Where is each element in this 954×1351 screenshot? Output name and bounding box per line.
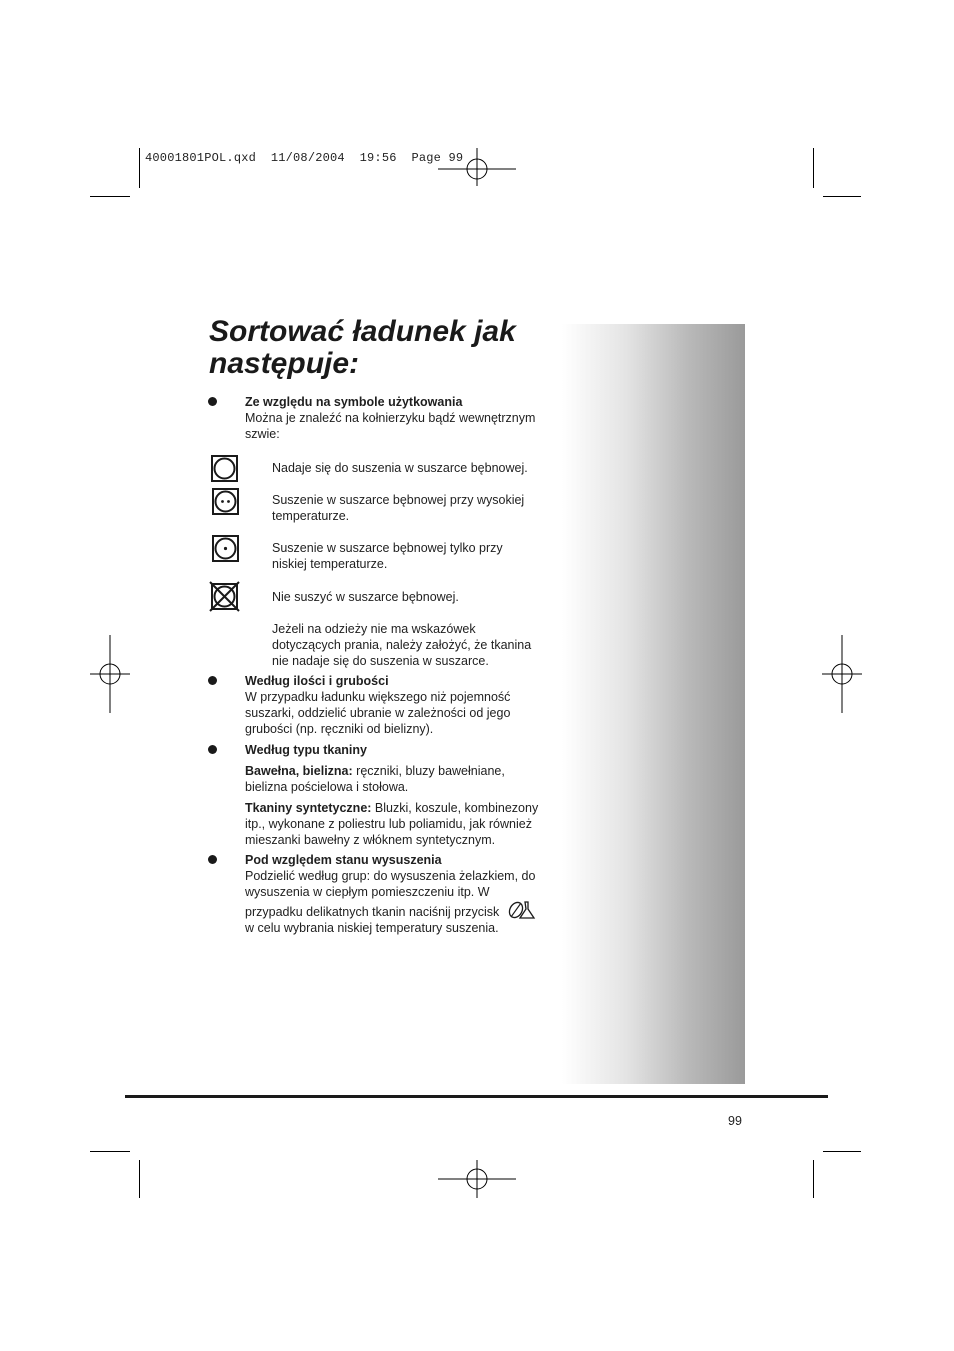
- bullet-icon: [208, 397, 217, 406]
- registration-mark-icon: [438, 1160, 516, 1200]
- section-text: Można je znaleźć na kołnierzyku bądź wewnętrznym szwie:: [245, 411, 536, 441]
- section-fabric: [245, 742, 555, 848]
- bullet-icon: [208, 676, 217, 685]
- section-symbols: [245, 394, 555, 442]
- crop-mark: [90, 1151, 130, 1152]
- registration-mark-icon: [438, 146, 516, 186]
- bullet-icon: [208, 855, 217, 864]
- crop-mark: [813, 1160, 814, 1198]
- cotton-label: Bawełna, bielizna:: [245, 764, 353, 778]
- page-title: Sortować ładunek jak następuje:: [209, 315, 516, 380]
- section-text: w celu wybrania niskiej temperatury suszenia.: [245, 921, 499, 935]
- crop-mark: [139, 1160, 140, 1198]
- cotton-text: ręczniki, bluzy bawełniane, bielizna pościelowa i stołowa.: [245, 764, 505, 794]
- section-quantity: [245, 673, 535, 737]
- symbol-description: Suszenie w suszarce bębnowej przy wysokiej temperaturze.: [272, 493, 525, 523]
- delicate-button-icon: [507, 900, 537, 920]
- registration-mark-icon: [90, 635, 130, 713]
- section-text: Podzielić według grup: do wysuszenia żelazkiem, do wysuszenia w ciepłym pomieszczeniu itp. W przypadku delikatnych tkanin naciśnij przycisk: [245, 869, 536, 919]
- dryness-paragraph: [245, 868, 550, 936]
- synthetic-label: Tkaniny syntetyczne:: [245, 801, 372, 815]
- symbol-description: Nie suszyć w suszarce bębnowej.: [272, 590, 459, 604]
- page-number: 99: [728, 1114, 742, 1128]
- tumble-dry-low-icon: [212, 535, 239, 562]
- tumble-dry-icon: [211, 455, 238, 482]
- bullet-icon: [208, 745, 217, 754]
- crop-mark: [90, 196, 130, 197]
- symbol-description: Suszenie w suszarce bębnowej tylko przy niskiej temperaturze.: [272, 541, 503, 571]
- section-heading: Pod względem stanu wysuszenia: [245, 853, 442, 867]
- section-dryness: [245, 852, 550, 936]
- section-heading: Według ilości i grubości: [245, 674, 389, 688]
- crop-mark: [813, 148, 814, 188]
- synthetic-text: Bluzki, koszule, kombinezony itp., wykonane z poliestru lub poliamidu, jak również mieszanki bawełny z włóknem syntetycznym.: [245, 801, 539, 847]
- synthetic-paragraph: [245, 800, 555, 848]
- crop-mark: [823, 1151, 861, 1152]
- crop-mark: [823, 196, 861, 197]
- section-text: W przypadku ładunku większego niż pojemność suszarki, oddzielić ubranie w zależności od jego grubości (np. ręczniki od bielizny).: [245, 690, 511, 736]
- crop-mark: [139, 148, 140, 188]
- registration-mark-icon: [822, 635, 862, 713]
- footer-rule: [125, 1095, 828, 1098]
- side-gradient-panel: [562, 324, 745, 1084]
- tumble-dry-high-icon: [212, 488, 239, 515]
- printer-slug: 40001801POL.qxd 11/08/2004 19:56 Page 99: [145, 151, 464, 165]
- section-heading: Według typu tkaniny: [245, 743, 367, 757]
- cotton-paragraph: [245, 763, 525, 795]
- section-heading: Ze względu na symbole użytkowania: [245, 395, 463, 409]
- symbols-note: Jeżeli na odzieży nie ma wskazówek dotyczących prania, należy założyć, że tkanina nie nadaje się do suszenia w suszarce.: [272, 622, 532, 668]
- symbol-description: Nadaje się do suszenia w suszarce bębnowej.: [272, 461, 528, 475]
- do-not-tumble-dry-icon: [209, 581, 240, 612]
